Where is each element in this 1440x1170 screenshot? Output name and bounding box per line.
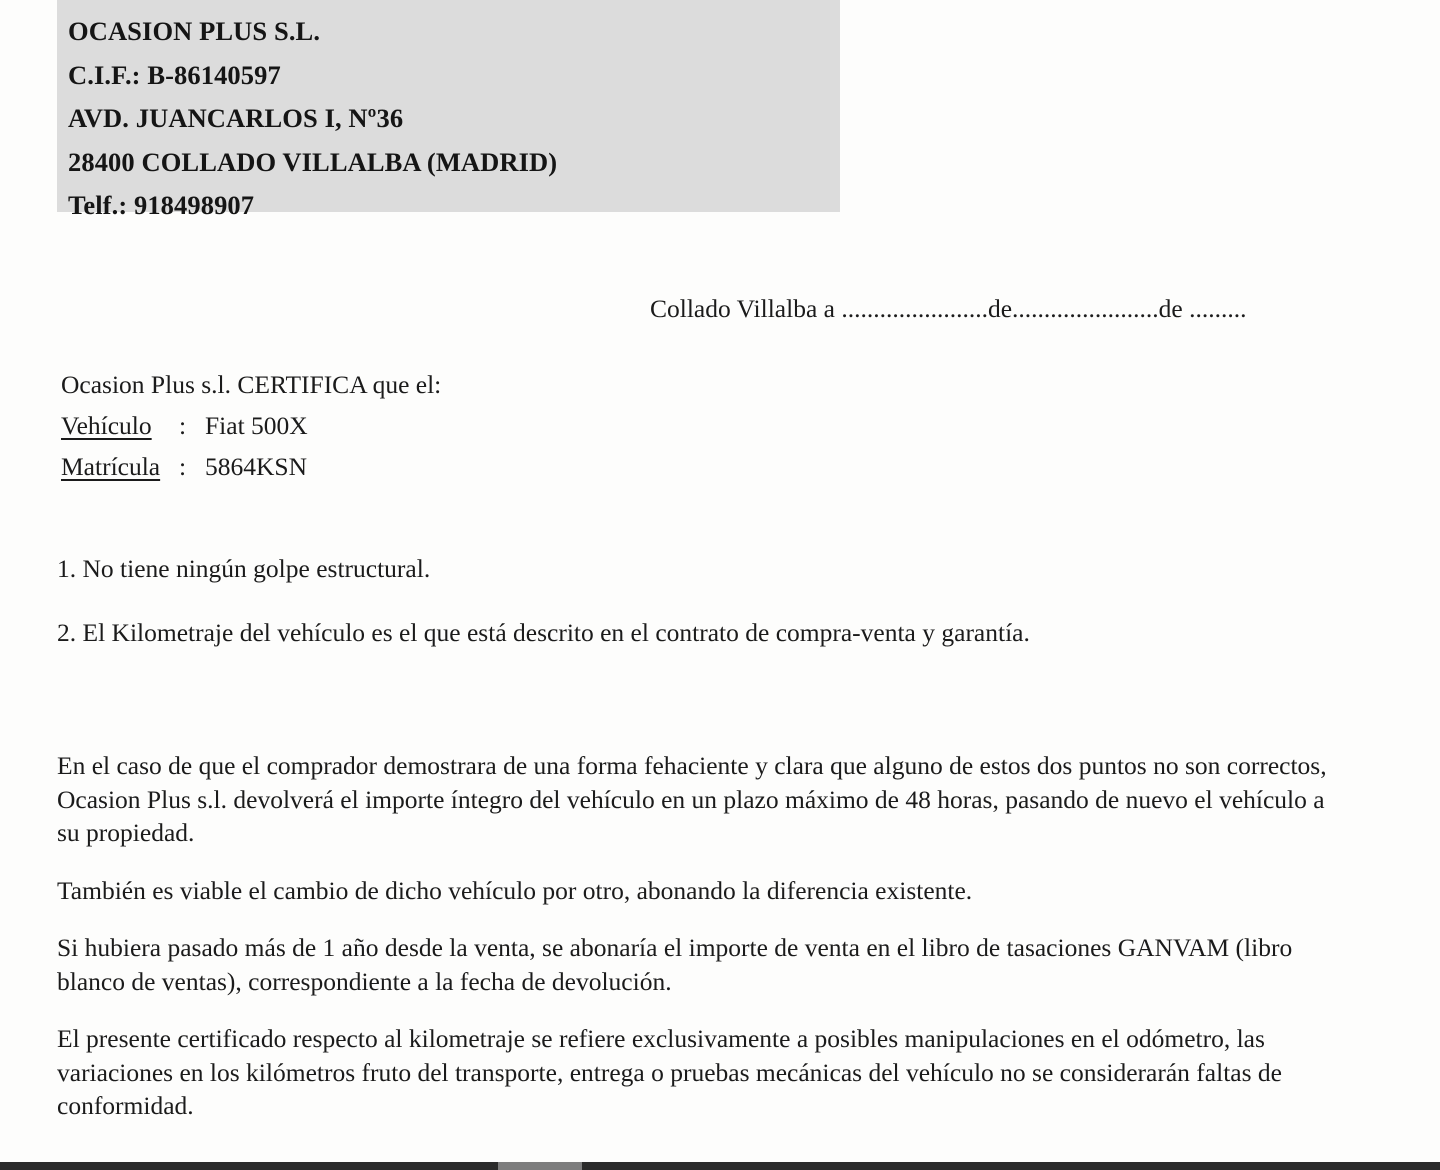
company-header-block: [57, 0, 840, 220]
vehicle-separator: :: [179, 411, 187, 440]
company-name: OCASION PLUS S.L.: [68, 16, 321, 46]
certified-points-list: [57, 552, 1357, 650]
paragraph-refund-terms: En el caso de que el comprador demostrara de una forma fehaciente y clara que alguno de estos dos puntos no son correctos, Ocasion Plus s.l. devolverá el importe íntegro del vehículo en un plazo máximo de 48 horas, pasando de nuevo el vehículo a su propiedad.: [57, 751, 1327, 847]
vehicle-label: Vehículo: [61, 411, 152, 440]
paragraph-exchange-option: También es viable el cambio de dicho vehículo por otro, abonando la diferencia existente.: [57, 875, 973, 905]
body-copy: [57, 749, 1349, 1123]
vehicle-value: Fiat 500X: [205, 411, 308, 440]
certified-point-2: 2. El Kilometraje del vehículo es el que está descrito en el contrato de compra-venta y garantía.: [57, 618, 1030, 647]
plate-row: [61, 446, 761, 487]
plate-separator: :: [179, 452, 187, 481]
certification-intro: Ocasion Plus s.l. CERTIFICA que el:: [61, 370, 442, 399]
place-and-date-line: Collado Villalba a .......................de.......................de .........: [650, 294, 1247, 323]
company-phone: Telf.: 918498907: [68, 190, 255, 220]
plate-label: Matrícula: [61, 452, 161, 481]
scrollbar-thumb[interactable]: [498, 1162, 582, 1170]
company-cif: C.I.F.: B-86140597: [68, 59, 281, 90]
certification-block: [61, 364, 761, 487]
paragraph-odometer-scope: El presente certificado respecto al kilometraje se refiere exclusivamente a posibles manipulaciones en el odómetro, las variaciones en los kilómetros fruto del transporte, entrega o pruebas mecánicas del vehículo no se considerarán faltas de conformidad.: [57, 1024, 1282, 1120]
certified-point-1: 1. No tiene ningún golpe estructural.: [57, 554, 431, 583]
plate-value: 5864KSN: [205, 452, 308, 481]
company-street-address: AVD. JUANCARLOS I, Nº36: [68, 103, 404, 133]
bottom-edge-bar: [0, 1162, 1440, 1170]
paragraph-ganvam-valuation: Si hubiera pasado más de 1 año desde la venta, se abonaría el importe de venta en el libro de tasaciones GANVAM (libro blanco de ventas), correspondiente a la fecha de devolución.: [57, 933, 1293, 996]
company-city-address: 28400 COLLADO VILLALBA (MADRID): [68, 146, 558, 177]
vehicle-row: [61, 405, 761, 446]
